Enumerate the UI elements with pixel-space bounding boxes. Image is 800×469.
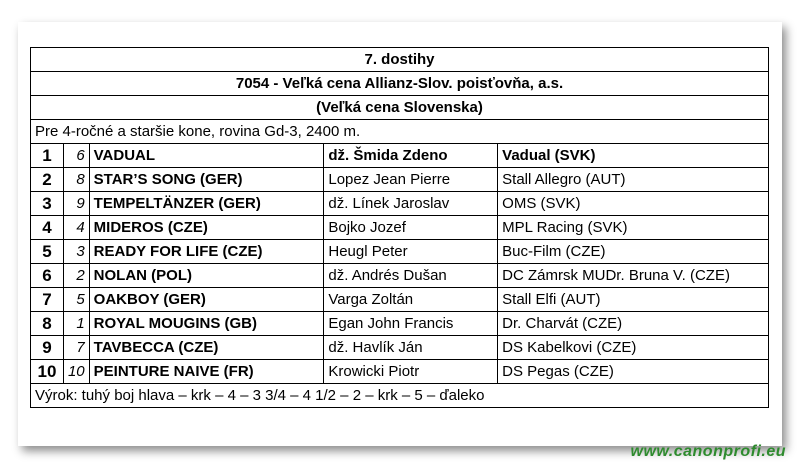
place-cell: 10 xyxy=(31,360,64,384)
owner-cell: MPL Racing (SVK) xyxy=(498,216,769,240)
place-cell: 9 xyxy=(31,336,64,360)
horse-cell: TAVBECCA (CZE) xyxy=(89,336,324,360)
start-number-cell: 7 xyxy=(63,336,89,360)
race-results-table xyxy=(30,47,769,408)
race-number-row xyxy=(31,48,769,72)
table-row xyxy=(31,360,769,384)
watermark: www.canonprofi.eu xyxy=(630,443,786,460)
place-cell: 2 xyxy=(31,168,64,192)
owner-cell: Vadual (SVK) xyxy=(498,144,769,168)
jockey-cell: Bojko Jozef xyxy=(324,216,498,240)
jockey-cell: Egan John Francis xyxy=(324,312,498,336)
horse-cell: TEMPELTÄNZER (GER) xyxy=(89,192,324,216)
jockey-cell: dž. Havlík Ján xyxy=(324,336,498,360)
horse-cell: NOLAN (POL) xyxy=(89,264,324,288)
start-number-cell: 4 xyxy=(63,216,89,240)
table-row xyxy=(31,336,769,360)
race-subtitle-row xyxy=(31,96,769,120)
start-number-cell: 6 xyxy=(63,144,89,168)
place-cell: 1 xyxy=(31,144,64,168)
horse-cell: PEINTURE NAIVE (FR) xyxy=(89,360,324,384)
owner-cell: Dr. Charvát (CZE) xyxy=(498,312,769,336)
table-row xyxy=(31,168,769,192)
jockey-cell: dž. Šmida Zdeno xyxy=(324,144,498,168)
start-number-cell: 9 xyxy=(63,192,89,216)
start-number-cell: 10 xyxy=(63,360,89,384)
start-number-cell: 1 xyxy=(63,312,89,336)
start-number-cell: 5 xyxy=(63,288,89,312)
place-cell: 6 xyxy=(31,264,64,288)
race-title-row xyxy=(31,72,769,96)
table-row xyxy=(31,240,769,264)
place-cell: 3 xyxy=(31,192,64,216)
jockey-cell: dž. Andrés Dušan xyxy=(324,264,498,288)
owner-cell: OMS (SVK) xyxy=(498,192,769,216)
race-title: 7054 - Veľká cena Allianz-Slov. poisťovňa, a.s. xyxy=(31,72,769,96)
horse-cell: STAR’S SONG (GER) xyxy=(89,168,324,192)
start-number-cell: 3 xyxy=(63,240,89,264)
jockey-cell: Krowicki Piotr xyxy=(324,360,498,384)
horse-cell: READY FOR LIFE (CZE) xyxy=(89,240,324,264)
owner-cell: DC Zámrsk MUDr. Bruna V. (CZE) xyxy=(498,264,769,288)
owner-cell: DS Kabelkovi (CZE) xyxy=(498,336,769,360)
race-number: 7. dostihy xyxy=(31,48,769,72)
horse-cell: MIDEROS (CZE) xyxy=(89,216,324,240)
owner-cell: Stall Elfi (AUT) xyxy=(498,288,769,312)
start-number-cell: 2 xyxy=(63,264,89,288)
owner-cell: DS Pegas (CZE) xyxy=(498,360,769,384)
horse-cell: OAKBOY (GER) xyxy=(89,288,324,312)
place-cell: 7 xyxy=(31,288,64,312)
jockey-cell: Heugl Peter xyxy=(324,240,498,264)
owner-cell: Stall Allegro (AUT) xyxy=(498,168,769,192)
horse-cell: ROYAL MOUGINS (GB) xyxy=(89,312,324,336)
place-cell: 8 xyxy=(31,312,64,336)
jockey-cell: dž. Línek Jaroslav xyxy=(324,192,498,216)
jockey-cell: Varga Zoltán xyxy=(324,288,498,312)
verdict-text: Výrok: tuhý boj hlava – krk – 4 – 3 3/4 – 4 1/2 – 2 – krk – 5 – ďaleko xyxy=(31,384,769,408)
start-number-cell: 8 xyxy=(63,168,89,192)
jockey-cell: Lopez Jean Pierre xyxy=(324,168,498,192)
table-row xyxy=(31,264,769,288)
table-row xyxy=(31,288,769,312)
owner-cell: Buc-Film (CZE) xyxy=(498,240,769,264)
place-cell: 5 xyxy=(31,240,64,264)
table-row xyxy=(31,144,769,168)
race-conditions-row xyxy=(31,120,769,144)
race-subtitle: (Veľká cena Slovenska) xyxy=(31,96,769,120)
place-cell: 4 xyxy=(31,216,64,240)
horse-cell: VADUAL xyxy=(89,144,324,168)
race-conditions: Pre 4-ročné a staršie kone, rovina Gd-3, 2400 m. xyxy=(31,120,769,144)
table-row xyxy=(31,216,769,240)
verdict-row xyxy=(31,384,769,408)
table-row xyxy=(31,312,769,336)
table-row xyxy=(31,192,769,216)
